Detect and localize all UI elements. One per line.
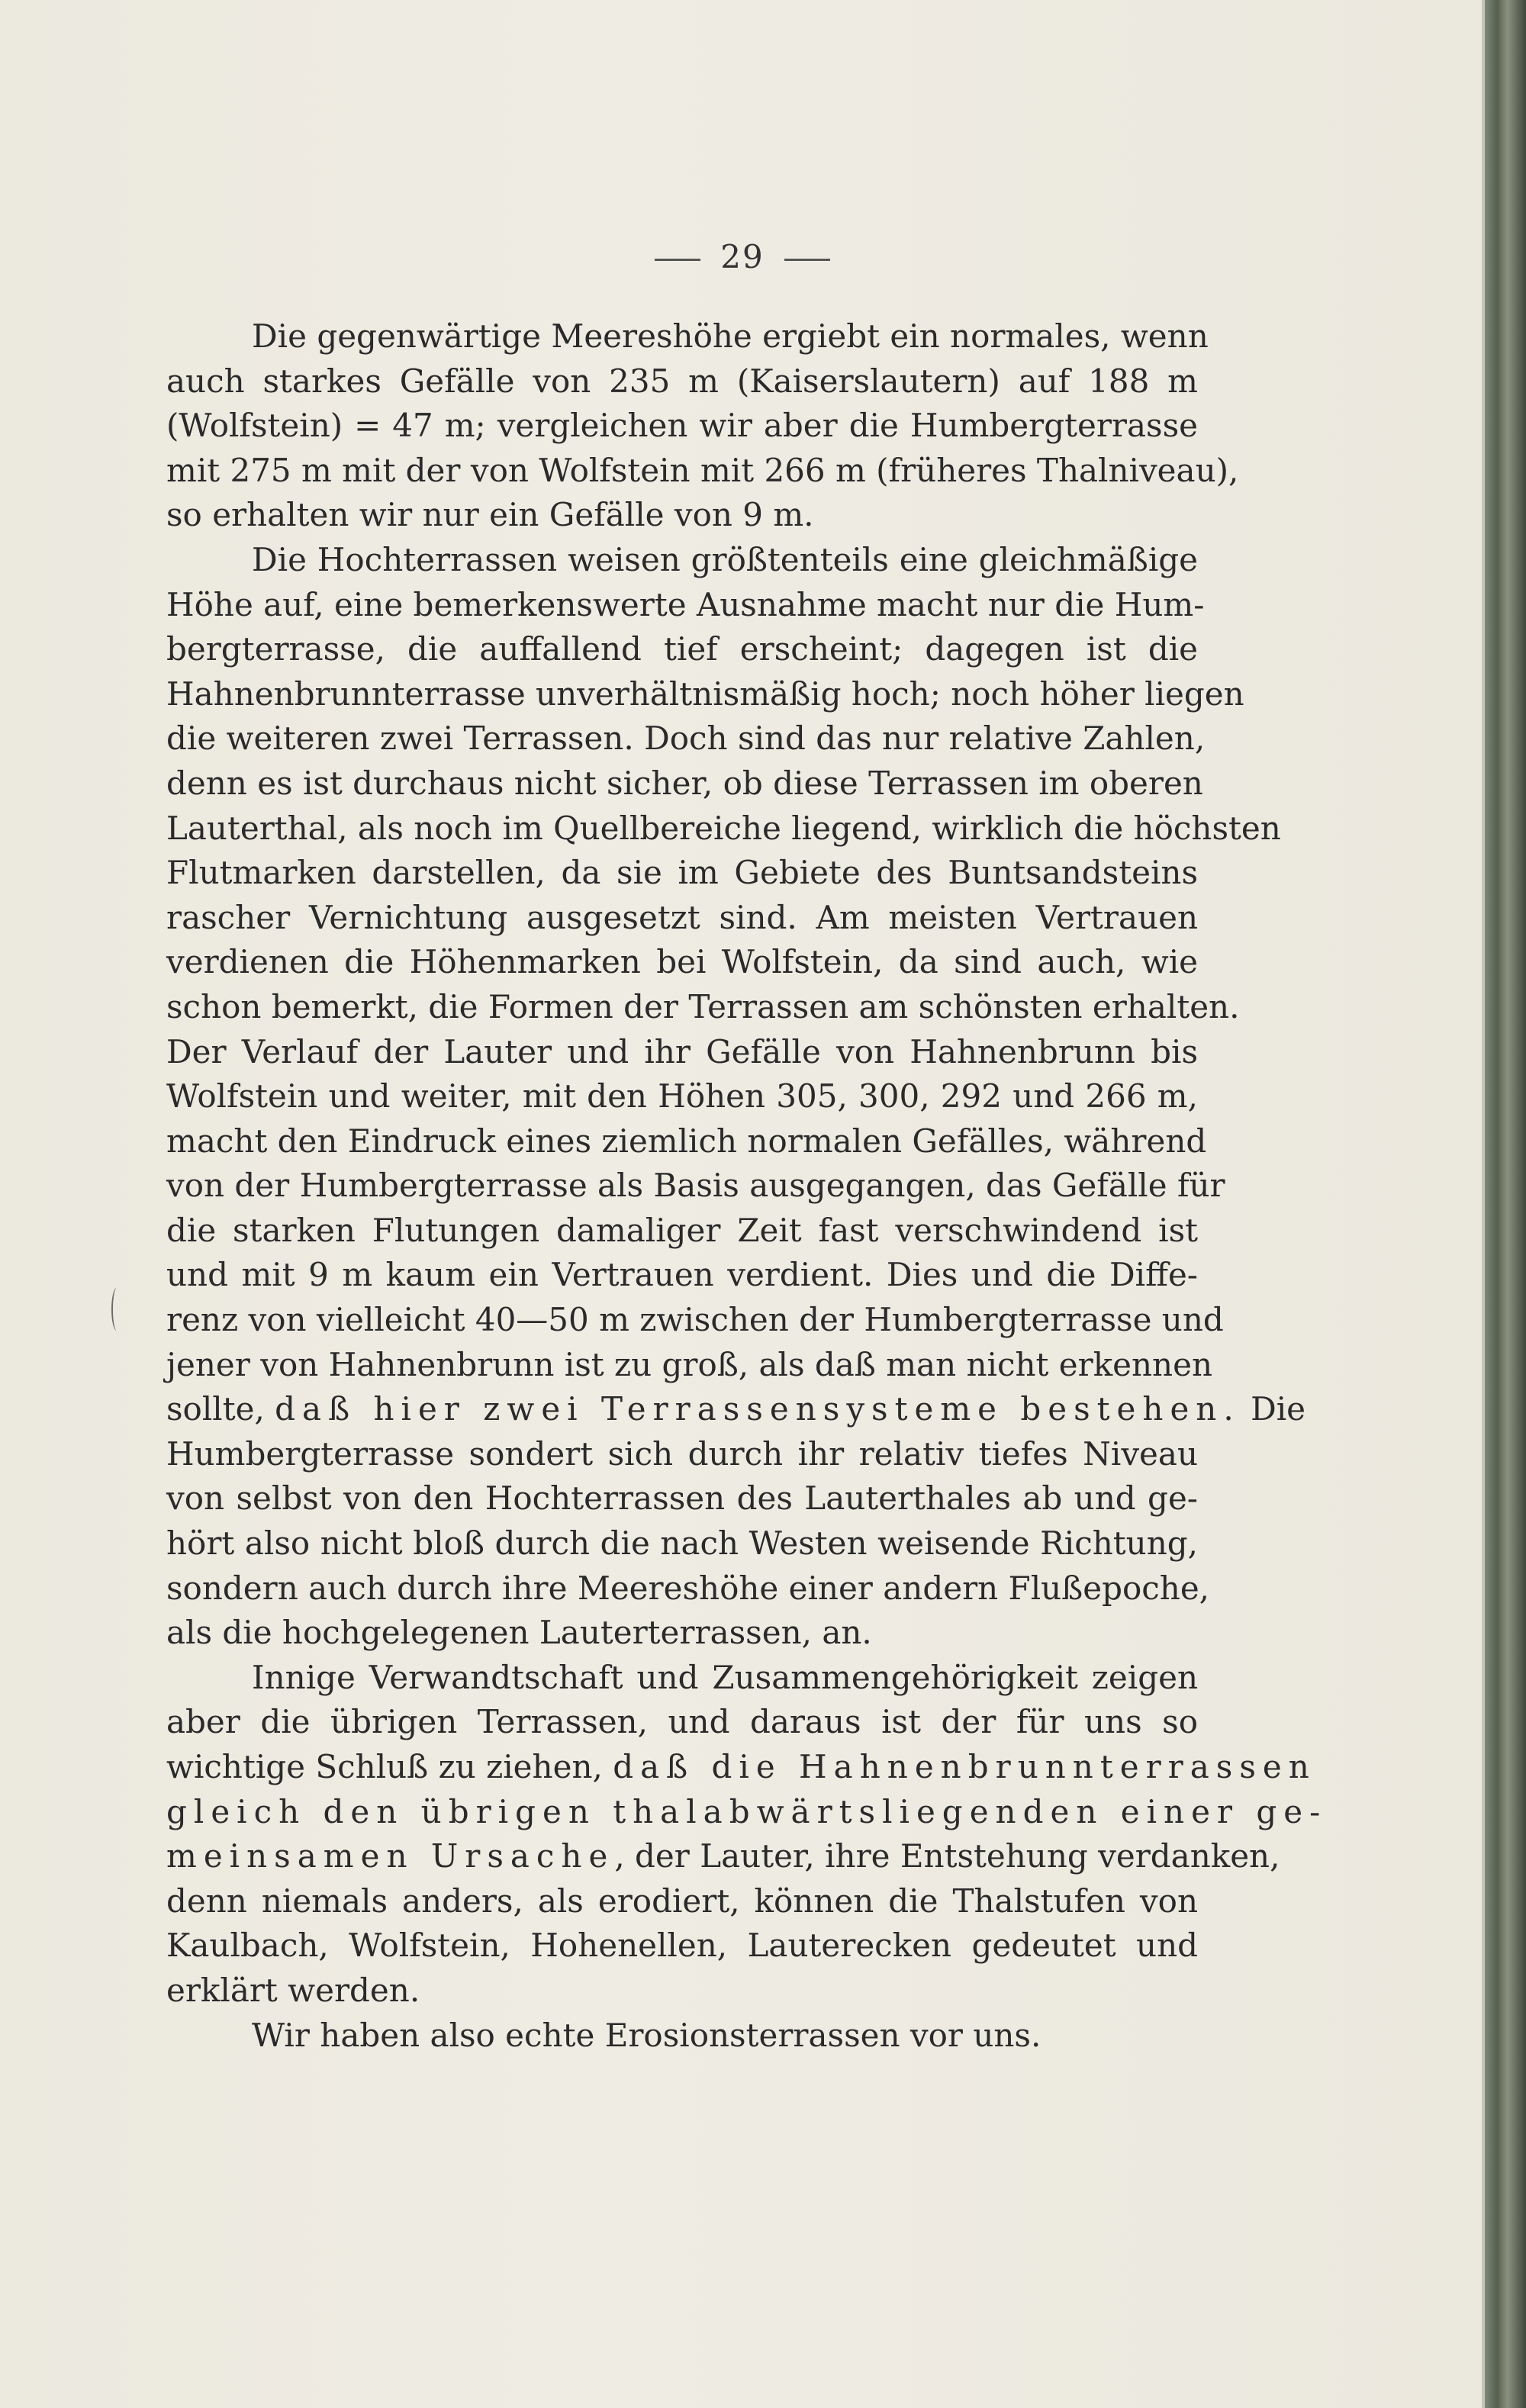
text-line: schon bemerkt, die Formen der Terrassen am schönsten erhalten. (166, 987, 1240, 1025)
text-line: Höhe auf, eine bemerkenswerte Ausnahme macht nur die Hum- (166, 585, 1205, 623)
spaced-emphasis: daß die Hahnenbrunnterrassen (613, 1748, 1316, 1785)
text-line: Wir haben also echte Erosionsterrassen vor uns. (252, 2016, 1041, 2054)
text-line: die weiteren zwei Terrassen. Doch sind das nur relative Zahlen, (166, 720, 1206, 758)
text-line: Wolfstein und weiter, mit den Höhen 305, 300, 292 und 266 m, (166, 1077, 1198, 1115)
text-line: hört also nicht bloß durch die nach Westen weisende Richtung, (166, 1524, 1198, 1563)
text-line: (Wolfstein) = 47 m; vergleichen wir aber die Humbergterrasse (166, 407, 1198, 445)
text-line (166, 1745, 1316, 1790)
spaced-emphasis: gleich den übrigen thalabwärtsliegenden einer ge- (166, 1792, 1328, 1830)
margin-pencil-mark (111, 1288, 122, 1331)
text-run: sollte, (166, 1390, 275, 1428)
text-line: Flutmarken darstellen, da sie im Gebiete des Buntsandsteins (166, 854, 1198, 892)
body-text (166, 314, 1328, 2058)
text-line: macht den Eindruck eines ziemlich normalen Gefälles, während (166, 1122, 1207, 1160)
text-line: erklärt werden. (166, 1971, 420, 2009)
text-line: auch starkes Gefälle von 235 m (Kaiserslautern) auf 188 m (166, 362, 1198, 400)
text-line: rascher Vernichtung ausgesetzt sind. Am meisten Vertrauen (166, 898, 1198, 936)
page-number (0, 238, 1485, 275)
text-line: renz von vielleicht 40—50 m zwischen der Humbergterrasse und (166, 1301, 1224, 1339)
text-line: so erhalten wir nur ein Gefälle von 9 m. (166, 496, 814, 534)
text-line: verdienen die Höhenmarken bei Wolfstein, da sind auch, wie (166, 943, 1198, 981)
text-line: Innige Verwandtschaft und Zusammengehörigkeit zeigen (252, 1658, 1198, 1696)
text-line: sondern auch durch ihre Meereshöhe einer andern Flußepoche, (166, 1569, 1210, 1607)
page-number-value: 29 (720, 238, 765, 275)
text-run: Die (1240, 1390, 1306, 1428)
page-number-dash-left (655, 259, 700, 261)
text-line: aber die übrigen Terrassen, und daraus ist der für uns so (166, 1703, 1198, 1741)
text-line: Hahnenbrunnterrasse unverhältnismäßig hoch; noch höher liegen (166, 674, 1244, 713)
text-line: Humbergterrasse sondert sich durch ihr relativ tiefes Niveau (166, 1434, 1198, 1473)
text-line: denn niemals anders, als erodiert, können die Thalstufen von (166, 1882, 1198, 1920)
text-line: von der Humbergterrasse als Basis ausgegangen, das Gefälle für (166, 1167, 1225, 1205)
text-run: wichtige Schluß zu ziehen, (166, 1748, 613, 1785)
page-number-dash-right (784, 259, 830, 261)
text-line: Die gegenwärtige Meereshöhe ergiebt ein normales, wenn (252, 317, 1209, 355)
text-line: Die Hochterrassen weisen größtenteils eine gleichmäßige (252, 540, 1198, 578)
text-line: bergterrasse, die auffallend tief erscheint; dagegen ist die (166, 630, 1198, 668)
text-line (166, 1387, 1306, 1432)
text-line: mit 275 m mit der von Wolfstein mit 266 m (früheres Thalniveau), (166, 451, 1239, 489)
spaced-emphasis: daß hier zwei Terrassensysteme bestehen. (275, 1390, 1241, 1428)
text-line: Der Verlauf der Lauter und ihr Gefälle von Hahnenbrunn bis (166, 1032, 1198, 1070)
text-line (166, 1790, 1328, 1835)
text-run: , der Lauter, ihre Entstehung verdanken, (614, 1837, 1280, 1875)
text-line: jener von Hahnenbrunn ist zu groß, als daß man nicht erkennen (166, 1345, 1213, 1383)
text-line: denn es ist durchaus nicht sicher, ob diese Terrassen im oberen (166, 764, 1203, 802)
text-line: als die hochgelegenen Lauterterrassen, an. (166, 1614, 872, 1652)
text-line: Lauterthal, als noch im Quellbereiche liegend, wirklich die höchsten (166, 809, 1281, 847)
spaced-emphasis: meinsamen Ursache (166, 1837, 615, 1875)
book-binding-edge (1485, 0, 1526, 2408)
text-line: Kaulbach, Wolfstein, Hohenellen, Lauterecken gedeutet und (166, 1927, 1198, 1965)
text-line: und mit 9 m kaum ein Vertrauen verdient. Dies und die Diffe- (166, 1256, 1198, 1294)
text-line: die starken Flutungen damaliger Zeit fast verschwindend ist (166, 1211, 1198, 1249)
text-line (166, 1834, 1280, 1879)
text-line: von selbst von den Hochterrassen des Lauterthales ab und ge- (166, 1479, 1198, 1518)
